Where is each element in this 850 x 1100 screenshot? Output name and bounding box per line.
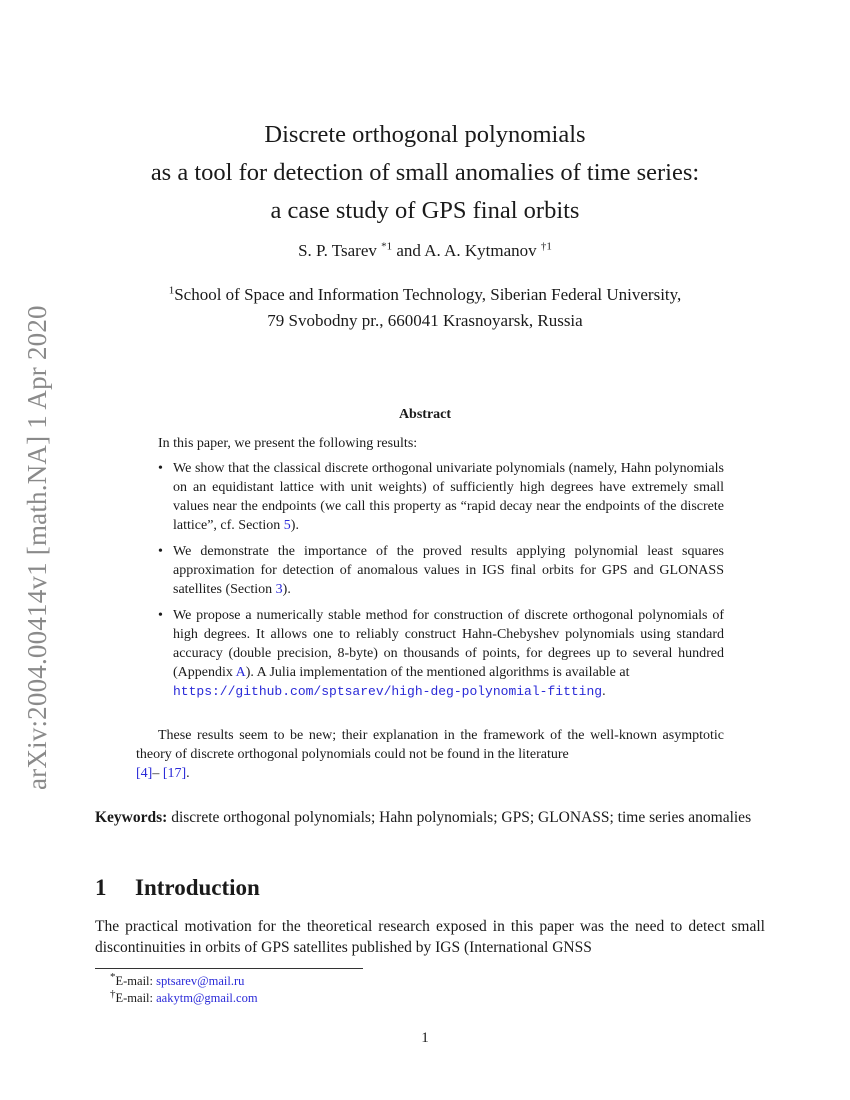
section-5-link[interactable]: 5 xyxy=(283,518,291,533)
section-3-link[interactable]: 3 xyxy=(275,582,283,597)
citation-17-link[interactable]: [17] xyxy=(162,766,187,781)
author-2: A. A. Kytmanov xyxy=(424,241,537,260)
paper-title xyxy=(0,116,850,230)
keywords-text: discrete orthogonal polynomials; Hahn polynomials; GPS; GLONASS; time series anomalies xyxy=(167,809,752,826)
section-heading xyxy=(95,875,260,901)
author-2-marks: †1 xyxy=(540,240,552,253)
email-link-tsarev[interactable]: sptsarev@mail.ru xyxy=(156,974,245,988)
introduction-text: The practical motivation for the theoretical research exposed in this paper was the need to detect small discontinuities in orbits of GPS satellites published by IGS (International GNSS xyxy=(95,918,765,956)
abstract-results-list xyxy=(158,459,724,701)
abstract-intro: In this paper, we present the following results: xyxy=(158,436,418,451)
bullet-icon: • xyxy=(158,544,163,559)
abstract-heading: Abstract xyxy=(398,407,452,422)
abstract-item-3-text: We propose a numerically stable method for construction of discrete orthogonal polynomials of high degrees. It allows one to reliably construct Hahn-Chebyshev polynomials using standard accuracy (double precision, 8-byte) on thousands of points, for degrees up to several hundred (Appendix xyxy=(173,608,724,680)
affiliation-mark: 1 xyxy=(168,284,175,297)
author-1: S. P. Tsarev xyxy=(298,241,377,260)
abstract-item-1-text: We show that the classical discrete orthogonal univariate polynomials (namely, Hahn polynomials on an equidistant lattice with unit weights) of sufficiently high degrees have extremely small values near the endpoints (we call this property as “rapid decay near the endpoints of the discrete lattice”, cf. Section xyxy=(173,461,724,533)
title-line-2: as a tool for detection of small anomalies of time series: xyxy=(150,159,700,186)
footnote-1 xyxy=(110,970,258,990)
affiliation-line-1: School of Space and Information Technology, Siberian Federal University, xyxy=(174,285,682,304)
abstract-closing xyxy=(136,726,724,783)
footnote-divider xyxy=(95,968,363,969)
author-line xyxy=(0,241,850,261)
author-conjunction: and xyxy=(396,241,421,260)
abstract-item-3-tail: ). A Julia implementation of the mentioned algorithms is available at xyxy=(245,665,630,680)
abstract-body xyxy=(158,434,724,708)
appendix-a-link[interactable]: A xyxy=(235,665,246,680)
footnote-2-mark: † xyxy=(110,987,116,1000)
footnote-2 xyxy=(110,987,258,1007)
abstract-item-1 xyxy=(158,459,724,535)
title-line-1: Discrete orthogonal polynomials xyxy=(264,121,586,148)
bullet-icon: • xyxy=(158,608,163,623)
title-line-3: a case study of GPS final orbits xyxy=(270,197,580,224)
keywords-label: Keywords: xyxy=(95,809,168,826)
footnote-1-mark: * xyxy=(110,970,116,983)
section-number: 1 xyxy=(95,875,107,900)
bullet-icon: • xyxy=(158,461,163,476)
author-1-marks: *1 xyxy=(381,240,393,253)
abstract-item-2-text: We demonstrate the importance of the proved results applying polynomial least squares approximation for detection of anomalous values in IGS final orbits for GPS and GLONASS satellites (Section xyxy=(173,544,724,597)
arxiv-stamp: arXiv:2004.00414v1 [math.NA] 1 Apr 2020 xyxy=(22,305,52,790)
page-number: 1 xyxy=(421,1030,429,1046)
footnote-1-label: E-mail: xyxy=(115,974,157,988)
section-title: Introduction xyxy=(135,875,260,900)
keywords xyxy=(95,808,765,828)
abstract-item-1-tail: ). xyxy=(290,518,299,533)
affiliation-line-2: 79 Svobodny pr., 660041 Krasnoyarsk, Russia xyxy=(267,311,583,330)
abstract-item-2 xyxy=(158,542,724,599)
abstract-item-2-tail: ). xyxy=(282,582,291,597)
citation-separator: – xyxy=(152,766,163,781)
abstract-item-3-url-tail: . xyxy=(602,684,606,699)
abstract-closing-text: These results seem to be new; their explanation in the framework of the well-known asymptotic theory of discrete orthogonal polynomials could not be found in the literature xyxy=(136,728,724,762)
email-link-kytmanov[interactable]: aakytm@gmail.com xyxy=(156,991,258,1005)
footnotes xyxy=(110,970,258,1007)
citation-4-link[interactable]: [4] xyxy=(136,766,153,781)
github-repo-link[interactable]: https://github.com/sptsarev/high-deg-polynomial-fitting xyxy=(173,684,603,699)
introduction-paragraph xyxy=(95,916,765,958)
affiliation xyxy=(0,282,850,334)
abstract-closing-tail: . xyxy=(186,766,190,781)
abstract-item-3 xyxy=(158,606,724,701)
footnote-2-label: E-mail: xyxy=(115,991,157,1005)
